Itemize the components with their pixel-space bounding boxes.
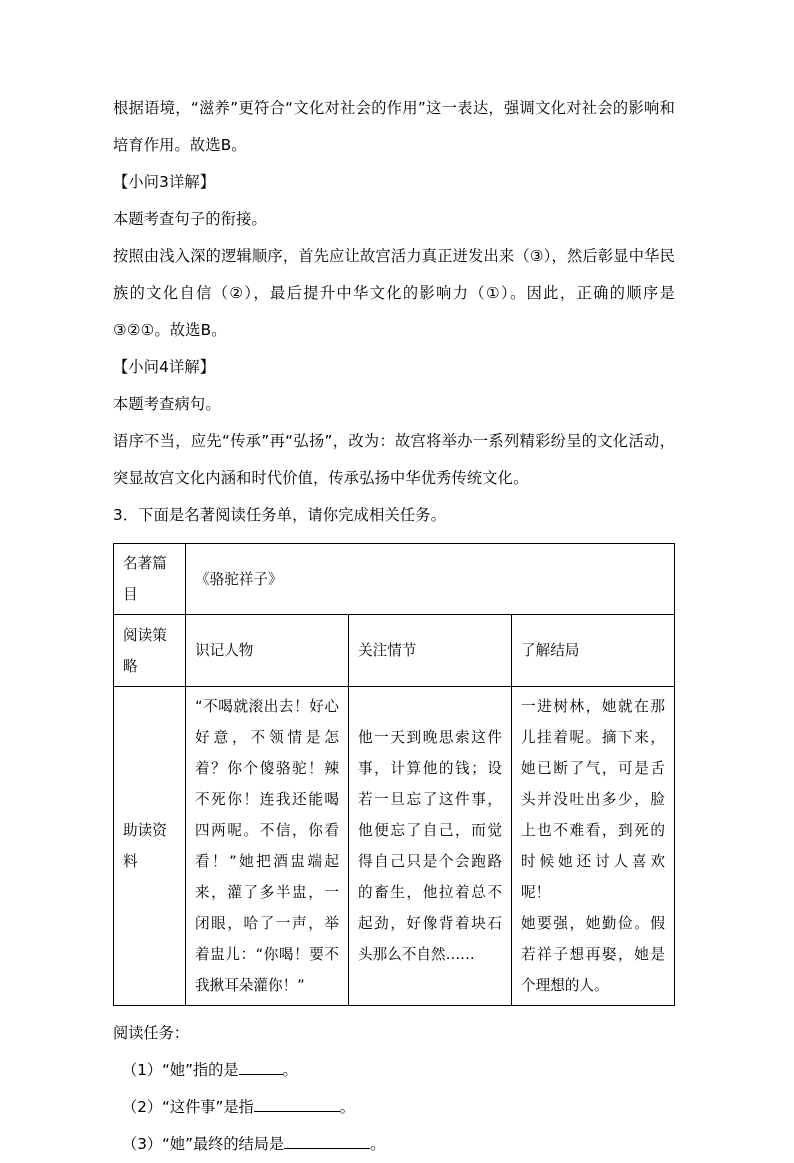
material-ending-text-2: 她要强，她勤俭。假若祥子想再娶，她是个理想的人。 (521, 915, 665, 994)
task-2-answer-blank[interactable] (254, 1111, 340, 1112)
task-3-prefix: （3）“她”最终的结局是 (122, 1135, 285, 1153)
question-3-stem: 3．下面是名著阅读任务单，请你完成相关任务。 (113, 506, 447, 524)
paragraph-analysis-1: 根据语境，“滋养”更符合“文化对社会的作用”这一表达，强调文化对社会的影响和培育作用。故选B。 (113, 99, 675, 154)
task-1-suffix: 。 (282, 1061, 298, 1079)
paragraph-q4-topic: 本题考查病句。 (113, 395, 221, 413)
heading-sub-question-4: 【小问4详解】 (113, 358, 216, 376)
table-row-title (114, 544, 675, 615)
table-row-strategy (114, 615, 675, 687)
task-3-suffix: 。 (370, 1135, 386, 1153)
cell-strategy-plot: 关注情节 (349, 615, 512, 687)
cell-material-characters (186, 687, 349, 1006)
task-1-answer-blank[interactable] (239, 1074, 283, 1075)
paragraph-q3-explanation: 按照由浅入深的逻辑顺序，首先应让故宫活力真正迸发出来（③），然后彰显中华民族的文化自信（②），最后提升中华文化的影响力（①）。因此，正确的顺序是③②①。故选B。 (113, 247, 675, 339)
cell-label-reading-strategy: 阅读策略 (114, 615, 186, 687)
material-ending-text-1: 一进树林，她就在那儿挂着呢。摘下来，她已断了气，可是舌头并没吐出多少，脸上也不难看，到死的时候她还讨人喜欢呢！ (521, 698, 665, 901)
cell-label-book-title: 名著篇目 (114, 544, 186, 615)
cell-strategy-characters: 识记人物 (186, 615, 349, 687)
task-2-prefix: （2）“这件事”是指 (122, 1098, 254, 1116)
cell-book-title-value: 《骆驼祥子》 (186, 544, 675, 615)
task-item-1 (113, 1052, 675, 1089)
task-3-answer-blank[interactable] (284, 1148, 370, 1149)
reading-tasks-section (113, 1015, 675, 1163)
paragraph-q4-explanation: 语序不当，应先“传承”再“弘扬”，改为：故宫将举办一系列精彩纷呈的文化活动，突显故宫文化内涵和时代价值，传承弘扬中华优秀传统文化。 (113, 432, 675, 487)
cell-label-reading-material: 助读资料 (114, 687, 186, 1006)
cell-material-plot (349, 687, 512, 1006)
reading-tasks-heading: 阅读任务： (113, 1024, 189, 1042)
heading-sub-question-3: 【小问3详解】 (113, 173, 216, 191)
task-1-prefix: （1）“她”指的是 (122, 1061, 239, 1079)
task-2-suffix: 。 (339, 1098, 355, 1116)
table-row-material (114, 687, 675, 1006)
task-item-2 (113, 1089, 675, 1126)
reading-task-table (113, 543, 675, 1006)
cell-strategy-ending: 了解结局 (512, 615, 675, 687)
cell-material-ending (512, 687, 675, 1006)
task-item-3 (113, 1126, 675, 1163)
document-content (113, 90, 675, 1163)
material-characters-text: “不喝就滚出去！好心好意，不领情是怎着？你个傻骆驼！辣不死你！连我还能喝四两呢。不信，你看看！”她把酒盅端起来，灌了多半盅，一闭眼，哈了一声，举着盅儿：“你喝！要不我揪耳朵灌你！” (195, 698, 339, 994)
material-plot-text: 他一天到晚思索这件事，计算他的钱；设若一旦忘了这件事，他便忘了自己，而觉得自己只是个会跑路的畜生，他拉着总不起劲，好像背着块石头那么不自然…… (358, 729, 502, 963)
paragraph-q3-topic: 本题考查句子的衔接。 (113, 210, 267, 228)
